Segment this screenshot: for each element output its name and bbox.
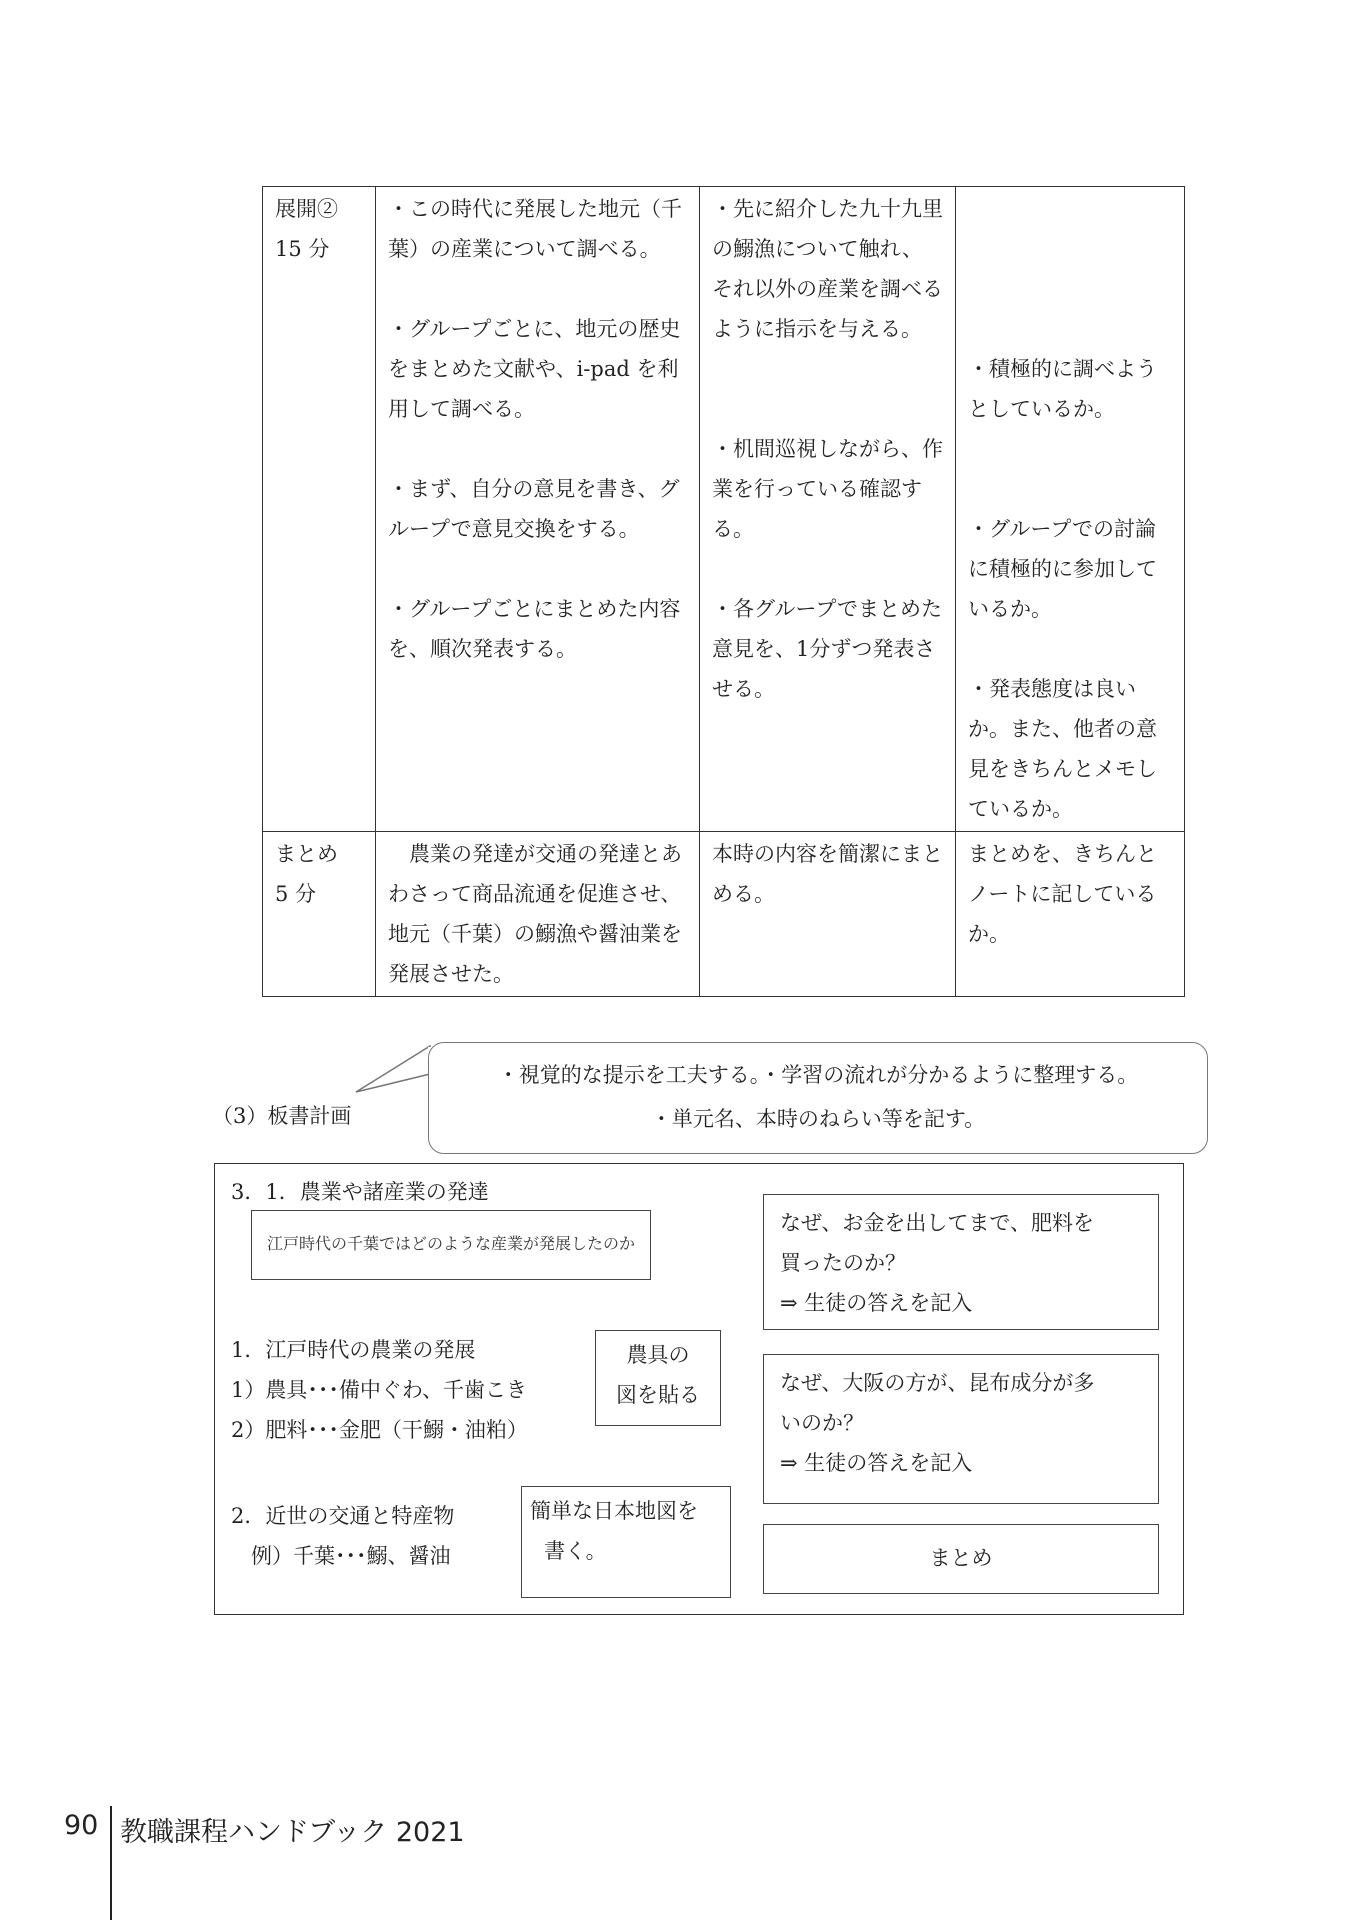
section-item: 1）農具･･･備中ぐわ、千歯こき: [231, 1378, 528, 1402]
teacher-item: 本時の内容を簡潔にまとめる。: [712, 842, 943, 906]
activity-item: ・グループごとに、地元の歴史をまとめた文献や、i-pad を利用して調べる。: [388, 317, 681, 421]
question-text: なぜ、お金を出してまで、肥料を: [780, 1211, 1094, 1235]
section-item: 例）千葉･･･鰯、醤油: [251, 1544, 451, 1568]
stage-label: まとめ: [275, 842, 338, 866]
question-text: いのか？: [780, 1411, 864, 1435]
teacher-item: ・各グループでまとめた意見を、1分ずつ発表させる。: [712, 597, 942, 701]
table-row-summary: [263, 832, 1185, 997]
board-plan-label: （3）板書計画: [212, 1104, 352, 1128]
map-text: 書く。: [544, 1539, 607, 1563]
speech-bubble: [428, 1042, 1208, 1154]
evaluation-item: ・発表態度は良いか。また、他者の意見をきちんとメモしているか。: [968, 677, 1157, 821]
footer-divider: [110, 1806, 112, 1920]
evaluation-item: ・積極的に調べようとしているか。: [968, 357, 1157, 421]
teacher-support-cell: [700, 187, 956, 832]
summary-text: まとめ: [929, 1546, 993, 1570]
speech-bubble-tail: [356, 1044, 436, 1094]
footer-title: 教職課程ハンドブック 2021: [120, 1817, 465, 1848]
activity-item: 農業の発達が交通の発達とあわさって商品流通を促進させ、地元（千葉）の鰯漁や醤油業を発展させた。: [388, 842, 682, 986]
map-box: [521, 1486, 731, 1598]
map-text: 簡単な日本地図を: [530, 1499, 698, 1523]
answer-text: ⇒ 生徒の答えを記入: [780, 1291, 973, 1315]
section-item: 2）肥料･･･金肥（干鰯・油粕）: [231, 1418, 528, 1442]
teacher-support-cell: [700, 832, 956, 997]
tools-text: 図を貼る: [616, 1383, 700, 1407]
activity-item: ・まず、自分の意見を書き、グループで意見交換をする。: [388, 477, 680, 541]
answer-text: ⇒ 生徒の答えを記入: [780, 1451, 973, 1475]
stage-label: 展開②: [275, 197, 338, 221]
teacher-item: ・机間巡視しながら、作業を行っている確認する。: [712, 437, 943, 541]
stage-cell: [263, 832, 376, 997]
evaluation-item: まとめを、きちんとノートに記しているか。: [968, 842, 1157, 946]
student-activity-cell: [376, 832, 700, 997]
board-plan: [214, 1163, 1184, 1615]
student-activity-cell: [376, 187, 700, 832]
table-row-development: [263, 187, 1185, 832]
bubble-text: ・視覚的な提示を工夫する。・学習の流れが分かるように整理する。: [497, 1063, 1139, 1087]
evaluation-cell: [956, 187, 1185, 832]
stage-duration: 15 分: [275, 237, 330, 261]
question-text: 買ったのか？: [780, 1251, 906, 1275]
bubble-text: ・単元名、本時のねらい等を記す。: [650, 1107, 986, 1131]
section-title: 2．近世の交通と特産物: [231, 1504, 455, 1528]
activity-item: ・この時代に発展した地元（千葉）の産業について調べる。: [388, 197, 682, 261]
stage-duration: 5 分: [275, 882, 317, 906]
activity-item: ・グループごとにまとめた内容を、順次発表する。: [388, 597, 681, 661]
theme-text: 江戸時代の千葉ではどのような産業が発展したのか: [266, 1234, 635, 1253]
question-box-1: [763, 1194, 1159, 1330]
summary-box: [763, 1524, 1159, 1594]
lesson-plan-table: [262, 186, 1185, 997]
section-title: 1．江戸時代の農業の発展: [231, 1338, 476, 1362]
question-text: なぜ、大阪の方が、昆布成分が多: [780, 1371, 1095, 1395]
theme-box: [251, 1210, 651, 1280]
teacher-item: ・先に紹介した九十九里の鰯漁について触れ、それ以外の産業を調べるように指示を与える。: [712, 197, 943, 341]
page-number: 90: [64, 1810, 99, 1841]
tools-text: 農具の: [626, 1343, 690, 1367]
tools-figure-box: [595, 1330, 721, 1426]
stage-cell: [263, 187, 376, 832]
evaluation-item: ・グループでの討論に積極的に参加しているか。: [968, 517, 1157, 621]
evaluation-cell: [956, 832, 1185, 997]
question-box-2: [763, 1354, 1159, 1504]
board-heading: 3．1．農業や諸産業の発達: [231, 1180, 489, 1204]
